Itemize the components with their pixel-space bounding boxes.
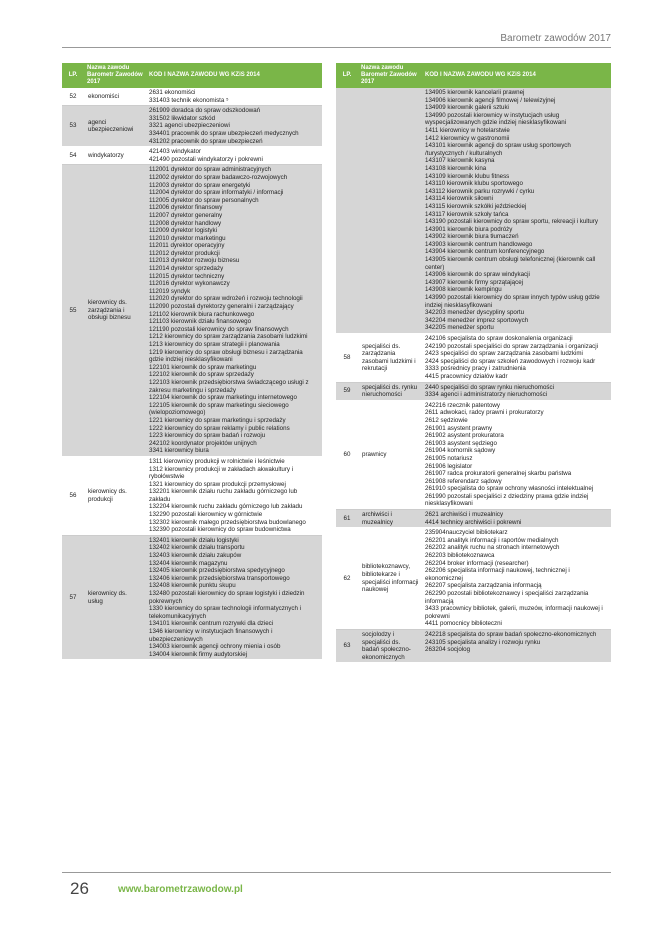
code-entry: 112009 dyrektor logistyki	[149, 227, 217, 235]
code-entry: 1219 kierownicy do spraw obsługi biznesu i zarządzania gdzie indziej niesklasyfikowani	[149, 348, 303, 364]
code-entry: 2440 specjaliści do spraw rynku nieruchomości	[425, 383, 554, 391]
code-entry: 262204 broker informacji (researcher)	[425, 559, 529, 567]
code-entry: 132302 kierownik małego przedsiębiorstwa budowlanego	[149, 518, 306, 526]
occupations-table-left	[62, 63, 322, 660]
row-codes	[422, 629, 611, 662]
row-lp: 52	[62, 88, 84, 106]
code-entry: 112005 dyrektor do spraw personalnych	[149, 196, 259, 204]
code-entry: 1212 kierownicy do spraw zarządzania zasobami ludzkimi	[149, 333, 308, 341]
code-entry: 1223 kierownicy do spraw badań i rozwoju	[149, 432, 266, 440]
code-entry: 112016 dyrektor wykonawczy	[149, 280, 230, 288]
row-codes	[146, 106, 322, 147]
code-entry: 143190 pozostali kierownicy do spraw sportu, rekreacji i kultury	[425, 218, 598, 226]
table-row	[336, 88, 611, 334]
code-entry: 4415 pracownicy działów kadr	[425, 372, 508, 380]
code-entry: 262202 analityk ruchu na stronach internetowych	[425, 544, 560, 552]
code-entry: 112003 dyrektor do spraw energetyki	[149, 181, 251, 189]
code-entry: 261908 referendarz sądowy	[425, 477, 502, 485]
table-row	[336, 400, 611, 509]
row-codes	[146, 88, 322, 106]
code-entry: 1213 kierownicy do spraw strategii i planowania	[149, 341, 280, 348]
code-entry: 1330 kierownicy do spraw technologii informatycznych i telekomunikacyjnych	[149, 605, 302, 620]
code-entry: 143117 kierownik szkoły tańca	[425, 210, 509, 218]
row-codes	[146, 147, 322, 165]
code-entry: 134909 kierownik galerii sztuki	[425, 104, 509, 112]
code-entry: 331502 likwidator szkód	[149, 114, 216, 122]
table-row	[62, 147, 322, 165]
code-entry: 112020 dyrektor do spraw wdrożeń i rozwoju technologii	[149, 295, 303, 303]
code-entry: 3333 pośrednicy pracy i zatrudnienia	[425, 365, 526, 373]
row-occupation-name: kierownicy ds. zarządzania i obsługi biznesu	[84, 165, 146, 457]
code-entry: 1346 kierownicy w instytucjach finansowych i ubezpieczeniowych	[149, 627, 273, 643]
code-entry: 112007 dyrektor generalny	[149, 211, 223, 219]
code-entry: 143901 kierownik biura podróży	[425, 225, 513, 233]
table-row	[62, 88, 322, 106]
code-entry: 242190 pozostali specjaliści do spraw zarządzania i organizacji	[425, 342, 599, 350]
code-entry: 4411 pomocnicy biblioteczni	[425, 620, 502, 628]
code-entry: 132406 kierownik przedsiębiorstwa transportowego	[149, 574, 290, 582]
row-lp: 62	[336, 528, 358, 630]
row-codes	[422, 510, 611, 528]
code-entry: 122102 kierownik do spraw sprzedaży	[149, 371, 254, 379]
code-entry: 242102 koordynator projektów unijnych	[149, 439, 257, 447]
code-entry: 121102 kierownik biura rachunkowego	[149, 310, 255, 318]
code-entry: 262206 specjalista informacji naukowej, technicznej i ekonomicznej	[425, 567, 570, 582]
right-table-body	[336, 88, 611, 663]
code-entry: 342205 menedżer sportu	[425, 324, 494, 332]
code-entry: 134905 kierownik kancelarii prawnej	[425, 89, 525, 96]
code-entry: 143108 kierownik kina	[425, 164, 487, 172]
row-lp: 59	[336, 382, 358, 400]
row-occupation-name: specjaliści ds. rynku nieruchomości	[358, 382, 422, 400]
code-entry: 431202 pracownik do spraw ubezpieczeń	[149, 137, 263, 145]
code-entry: 132480 pozostali kierownicy do spraw logistyki i dziedzin pokrewnych	[149, 590, 305, 605]
column-header-lp: LP.	[62, 63, 84, 88]
right-table-column	[336, 63, 611, 663]
code-entry: 3341 kierownicy biura	[149, 447, 209, 455]
row-occupation-name: kierownicy ds. produkcji	[84, 456, 146, 535]
code-entry: 134101 kierownik centrum rozrywki dla dzieci	[149, 620, 274, 628]
code-entry: 143101 kierownik agencji do spraw usług sportowych /turystycznych / kulturalnych	[425, 142, 571, 157]
code-entry: 261906 legislator	[425, 462, 473, 470]
row-codes	[146, 165, 322, 457]
row-codes	[422, 382, 611, 400]
code-entry: 143908 kierownik kempingu	[425, 286, 502, 294]
code-entry: 143905 kierownik centrum obsługi telefonicznej (kierownik call center)	[425, 256, 596, 271]
row-lp: 63	[336, 629, 358, 662]
code-entry: 4414 technicy archiwiści i pokrewni	[425, 518, 522, 526]
header-divider	[62, 47, 611, 48]
code-entry: 112006 dyrektor finansowy	[149, 204, 223, 212]
code-entry: 2612 sędziowie	[425, 416, 468, 424]
code-entry: 2631 ekonomiści	[149, 89, 196, 96]
code-entry: 112002 dyrektor do spraw badawczo-rozwojowych	[149, 173, 288, 181]
code-entry: 262201 analityk informacji i raportów medialnych	[425, 536, 559, 544]
code-entry: 132401 kierownik działu logistyki	[149, 536, 239, 544]
row-codes	[146, 535, 322, 660]
code-entry: 112008 dyrektor handlowy	[149, 219, 222, 227]
code-entry: 132290 pozostali kierownicy w górnictwie	[149, 511, 263, 519]
row-occupation-name: specjaliści ds. zarządzania zasobami ludzkimi i rekrutacji	[358, 334, 422, 383]
code-entry: 143109 kierownik klubu fitness	[425, 172, 510, 180]
column-header-codes: KOD I NAZWA ZAWODU WG KZiS 2014	[422, 63, 611, 88]
row-lp: 60	[336, 400, 358, 509]
table-row	[62, 535, 322, 660]
code-entry: 331403 technik ekonomista ⁵	[149, 96, 229, 104]
row-codes	[422, 88, 611, 334]
row-occupation-name	[358, 88, 422, 334]
code-entry: 3433 pracownicy bibliotek, galerii, muzeów, informacji naukowej i pokrewni	[425, 605, 603, 620]
left-table-column	[62, 63, 322, 660]
code-entry: 261905 notariusz	[425, 454, 473, 462]
code-entry: 2424 specjaliści do spraw szkoleń zawodowych i rozwoju kadr	[425, 357, 596, 365]
code-entry: 112011 dyrektor operacyjny	[149, 242, 225, 250]
row-codes	[146, 456, 322, 535]
row-occupation-name: agenci ubezpieczeniowi	[84, 106, 146, 147]
code-entry: 143110 kierownik klubu sportowego	[425, 180, 523, 188]
code-entry: 261901 asystent prawny	[425, 424, 493, 432]
code-entry: 143907 kierownik firmy sprzątającej	[425, 278, 524, 286]
code-entry: 1321 kierownicy do spraw produkcji przemysłowej	[149, 480, 286, 488]
code-entry: 261902 asystent prokuratora	[425, 432, 504, 440]
code-entry: 2423 specjaliści do spraw zarządzania zasobami ludzkimi	[425, 350, 583, 358]
code-entry: 112004 dyrektor do spraw informatyki / informacji	[149, 189, 284, 197]
code-entry: 121103 kierownik działu finansowego	[149, 318, 252, 326]
row-lp	[336, 88, 358, 334]
code-entry: 143112 kierownik parku rozrywki / cyrku	[425, 187, 535, 195]
code-entry: 112010 dyrektor marketingu	[149, 234, 226, 242]
code-entry: 1411 kierownicy w hotelarstwie	[425, 126, 510, 134]
table-header-row	[62, 63, 322, 88]
code-entry: 112015 dyrektor techniczny	[149, 272, 225, 280]
code-entry: 143114 kierownik siłowni	[425, 195, 493, 203]
code-entry: 143903 kierownik centrum handlowego	[425, 240, 533, 248]
row-lp: 54	[62, 147, 84, 165]
code-entry: 334401 pracownik do spraw ubezpieczeń medycznych	[149, 129, 299, 137]
code-entry: 132402 kierownik działu transportu	[149, 544, 245, 552]
code-entry: 122105 kierownik do spraw marketingu sieciowego (wielopoziomowego)	[149, 401, 289, 417]
code-entry: 122104 kierownik do spraw marketingu internetowego	[149, 394, 297, 402]
code-entry: 261910 specjalista do spraw ochrony własności intelektualnej	[425, 485, 594, 493]
website-link[interactable]: www.barometrzawodow.pl	[118, 884, 243, 895]
row-lp: 53	[62, 106, 84, 147]
row-occupation-name: ekonomiści	[84, 88, 146, 106]
code-entry: 342204 menedżer imprez sportowych	[425, 316, 529, 324]
code-entry: 132404 kierownik magazynu	[149, 559, 228, 567]
code-entry: 242106 specjalista do spraw doskonalenia organizacji	[425, 335, 573, 342]
code-entry: 132390 pozostali kierownicy do spraw budownictwa	[149, 526, 291, 534]
code-entry: 112012 dyrektor produkcji	[149, 249, 220, 257]
table-header-row	[336, 63, 611, 88]
code-entry: 1311 kierownicy produkcji w rolnictwie i leśnictwie	[149, 457, 285, 465]
row-occupation-name: archiwiści i muzealnicy	[358, 510, 422, 528]
table-row	[336, 510, 611, 528]
left-table-body	[62, 88, 322, 660]
code-entry: 143990 pozostali kierownicy do spraw innych typów usług gdzie indziej niesklasyfikowani	[425, 294, 600, 309]
code-entry: 1412 kierownicy w gastronomii	[425, 134, 510, 142]
code-entry: 143107 kierownik kasyna	[425, 157, 495, 165]
table-row	[62, 106, 322, 147]
code-entry: 3321 agenci ubezpieczeniowi	[149, 122, 230, 130]
row-lp: 58	[336, 334, 358, 383]
row-occupation-name: kierownicy ds. usług	[84, 535, 146, 660]
row-codes	[422, 334, 611, 383]
code-entry: 132405 kierownik przedsiębiorstwa spedycyjnego	[149, 567, 285, 575]
row-lp: 56	[62, 456, 84, 535]
code-entry: 261909 doradca do spraw odszkodowań	[149, 107, 261, 115]
row-lp: 55	[62, 165, 84, 457]
code-entry: 242218 specjalista do spraw badań społeczno-ekonomicznych	[425, 630, 597, 638]
code-entry: 134004 kierownik firmy audytorskiej	[149, 650, 248, 658]
code-entry: 3334 agenci i administratorzy nieruchomości	[425, 391, 548, 399]
table-row	[62, 165, 322, 457]
code-entry: 143906 kierownik do spraw windykacji	[425, 271, 530, 279]
code-entry: 242216 rzecznik patentowy	[425, 401, 500, 409]
code-entry: 2611 adwokaci, radcy prawni i prokuratorzy	[425, 409, 544, 417]
code-entry: 112019 syndyk	[149, 287, 191, 295]
code-entry: 261904 komornik sądowy	[425, 447, 496, 455]
row-occupation-name: socjolodzy i specjaliści ds. badań społeczno-ekonomicznych	[358, 629, 422, 662]
column-header-name: Nazwa zawodu Barometr Zawodów 2017	[358, 63, 422, 88]
code-entry: 261903 asystent sędziego	[425, 439, 497, 447]
code-entry: 112013 dyrektor rozwoju biznesu	[149, 257, 240, 265]
header-title: Barometr zawodów 2017	[500, 33, 611, 44]
code-entry: 132204 kierownik ruchu zakładu górniczego lub zakładu	[149, 503, 303, 511]
row-lp: 57	[62, 535, 84, 660]
page-number: 26	[70, 879, 89, 898]
code-entry: 1312 kierownicy produkcji w zakładach akwakultury i rybołówstwie	[149, 465, 294, 481]
table-row	[336, 382, 611, 400]
code-entry: 132201 kierownik działu ruchu zakładu górniczego lub zakładu	[149, 488, 298, 503]
code-entry: 261990 pozostali specjaliści z dziedziny prawa gdzie indziej niesklasyfikowani	[425, 492, 589, 508]
column-header-lp: LP.	[336, 63, 358, 88]
code-entry: 132403 kierownik działu zakupów	[149, 552, 242, 560]
row-occupation-name: windykatorzy	[84, 147, 146, 165]
code-entry: 262203 bibliotekoznawca	[425, 552, 495, 560]
code-entry: 262207 specjalista zarządzania informacją	[425, 582, 542, 590]
code-entry: 121190 pozostali kierownicy do spraw finansowych	[149, 325, 289, 333]
table-row	[336, 334, 611, 383]
row-codes	[422, 400, 611, 509]
column-header-codes: KOD I NAZWA ZAWODU WG KZiS 2014	[146, 63, 322, 88]
code-entry: 122101 kierownik do spraw marketingu	[149, 363, 257, 371]
code-entry: 421490 pozostali windykatorzy i pokrewni	[149, 155, 263, 163]
table-row	[336, 629, 611, 662]
table-row	[62, 456, 322, 535]
code-entry: 143904 kierownik centrum konferencyjnego	[425, 248, 545, 256]
row-occupation-name: bibliotekoznawcy, bibliotekarze i specjaliści informacji naukowej	[358, 528, 422, 630]
code-entry: 134003 kierownik agencji ochrony mienia i osób	[149, 643, 281, 651]
code-entry: 263204 socjolog	[425, 646, 471, 654]
code-entry: 143902 kierownik biura tłumaczeń	[425, 233, 519, 241]
code-entry: 1222 kierownicy do spraw reklamy i public relations	[149, 424, 290, 432]
code-entry: 2621 archiwiści i muzealnicy	[425, 511, 504, 519]
footer-divider	[62, 872, 611, 873]
code-entry: 143115 kierownik szkółki jeździeckiej	[425, 202, 527, 210]
code-entry: 122103 kierownik przedsiębiorstwa świadczącego usługi z zakresu marketingu i sprzedaży	[149, 378, 309, 394]
code-entry: 421403 windykator	[149, 148, 201, 156]
code-entry: 235904nauczyciel bibliotekarz	[425, 529, 508, 537]
column-header-name: Nazwa zawodu Barometr Zawodów 2017	[84, 63, 146, 88]
code-entry: 243105 specjalista analizy i rozwoju rynku	[425, 638, 541, 646]
table-row	[336, 528, 611, 630]
occupations-table-right	[336, 63, 611, 663]
code-entry: 134990 pozostali kierownicy w instytucjach usług wyspecjalizowanych gdzie indziej niesklasyfikowani	[425, 111, 567, 127]
row-codes	[422, 528, 611, 630]
code-entry: 132408 kierownik punktu skupu	[149, 582, 236, 590]
code-entry: 261907 radca prokuratorii generalnej skarbu państwa	[425, 470, 572, 478]
code-entry: 342203 menedżer dyscypliny sportu	[425, 309, 525, 317]
row-lp: 61	[336, 510, 358, 528]
row-occupation-name: prawnicy	[358, 400, 422, 509]
code-entry: 134906 kierownik agencji filmowej / telewizyjnej	[425, 96, 556, 104]
code-entry: 112090 pozostali dyrektorzy generalni i zarządzający	[149, 303, 294, 311]
code-entry: 262290 pozostali bibliotekoznawcy i specjaliści zarządzania informacją	[425, 590, 589, 605]
code-entry: 112001 dyrektor do spraw administracyjnych	[149, 166, 271, 174]
code-entry: 112014 dyrektor sprzedaży	[149, 265, 224, 273]
code-entry: 1221 kierownicy do spraw marketingu i sprzedaży	[149, 416, 286, 424]
